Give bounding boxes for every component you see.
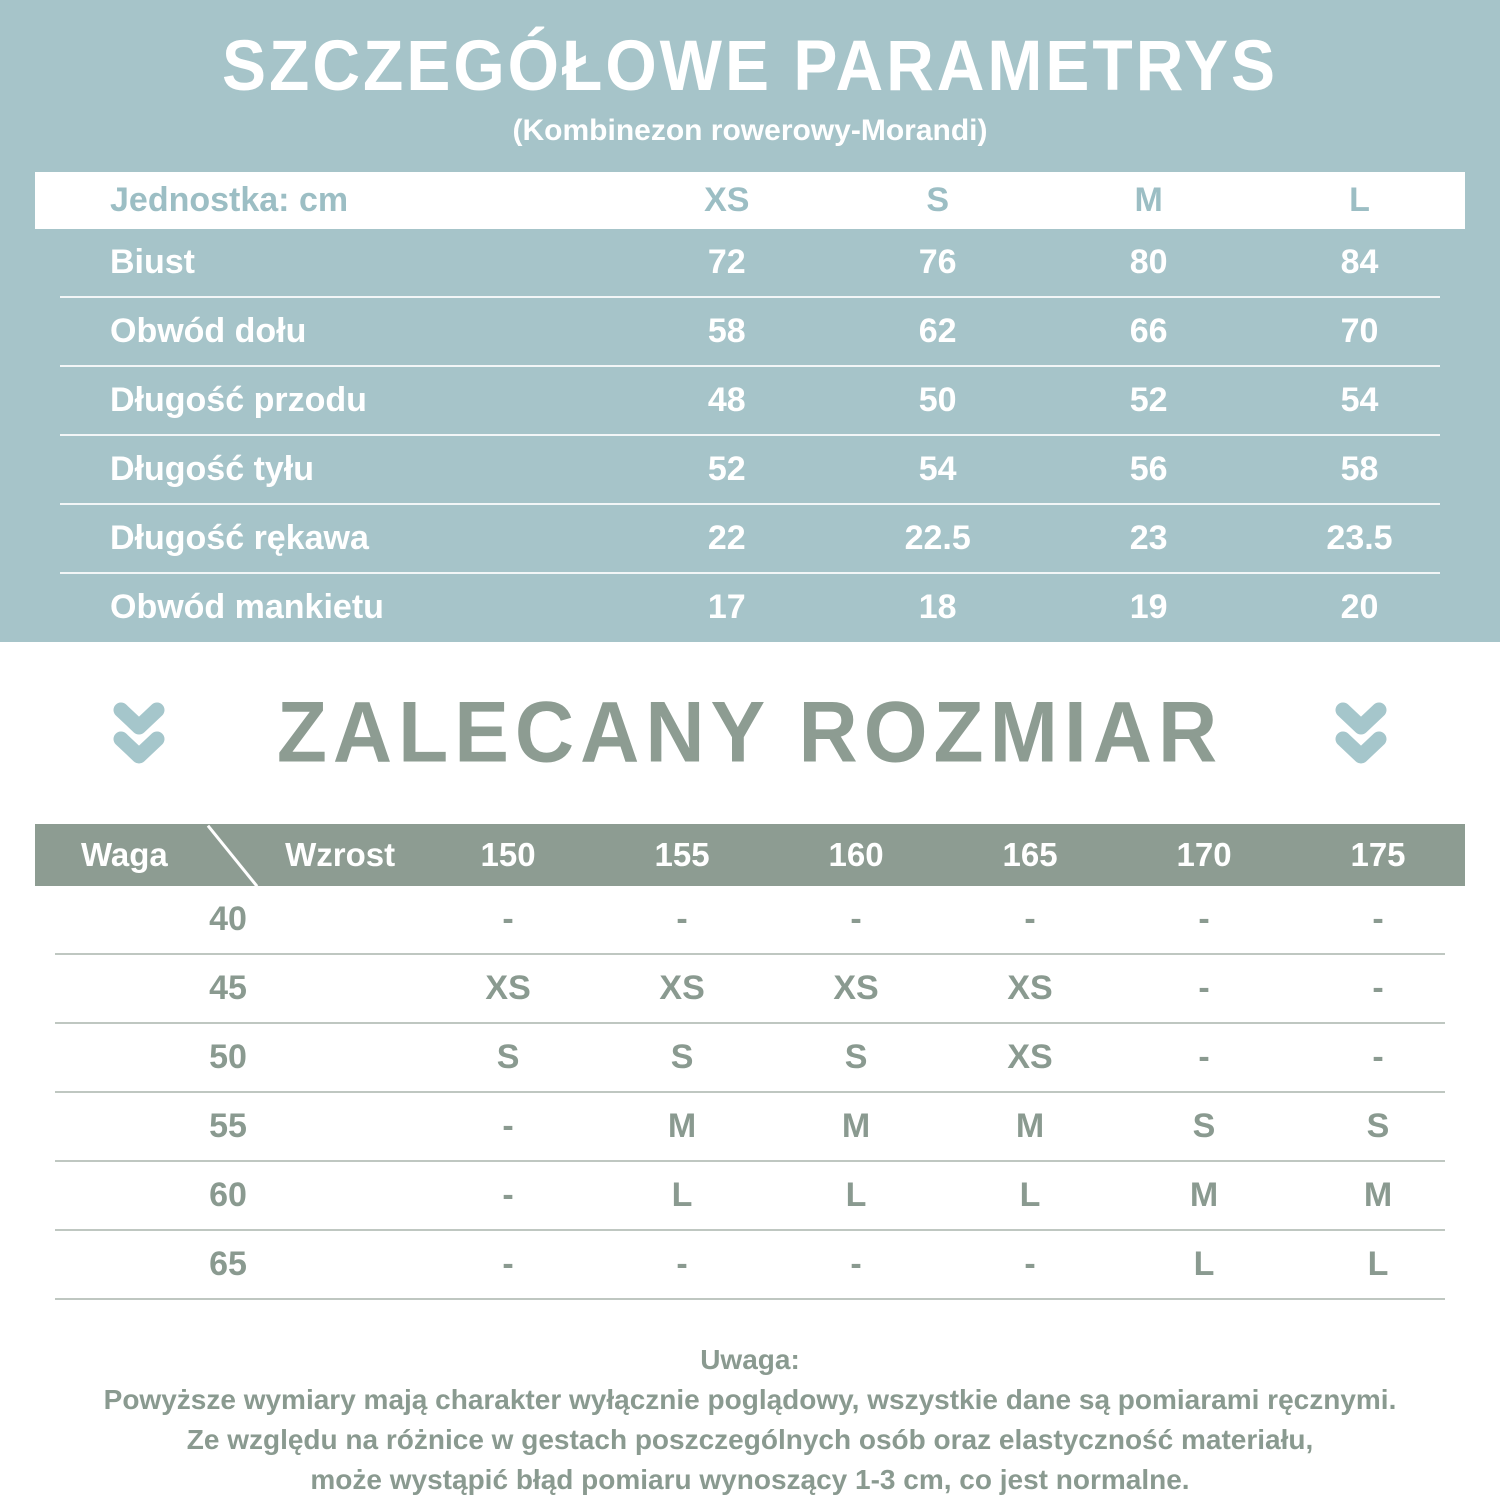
size-cell: XS [659, 969, 705, 1007]
size-cell: - [502, 1245, 514, 1283]
recommended-size-header [0, 642, 1500, 824]
param-value: 48 [707, 381, 746, 419]
size-cell: XS [1007, 1038, 1053, 1076]
diagonal-divider [207, 825, 258, 886]
param-value: 58 [707, 312, 746, 350]
param-value: 17 [707, 588, 746, 626]
chevron-down-icon [1334, 701, 1388, 765]
weight-value: 60 [209, 1176, 247, 1214]
param-row [35, 436, 1465, 503]
recommended-size-title: ZALECANY ROZMIAR [276, 684, 1224, 781]
param-value: 58 [1340, 450, 1379, 488]
size-cell: - [1198, 1038, 1210, 1076]
size-cell: L [1193, 1245, 1215, 1283]
size-matrix-row [35, 1162, 1465, 1229]
param-value: 84 [1340, 243, 1379, 281]
param-value: 18 [918, 588, 957, 626]
product-name-subtitle: (Kombinezon rowerowy-Morandi) [512, 114, 988, 147]
size-matrix-row [35, 955, 1465, 1022]
unit-label: Jednostka: cm [110, 181, 349, 219]
weight-value: 55 [209, 1107, 247, 1145]
size-cell: - [1024, 900, 1036, 938]
weight-height-header-cell [35, 824, 421, 886]
size-matrix-row [35, 886, 1465, 953]
param-value: 23.5 [1326, 519, 1393, 557]
param-row [35, 505, 1465, 572]
param-row [35, 229, 1465, 296]
size-cell: - [1372, 1038, 1384, 1076]
detailed-parameters-section [0, 0, 1500, 642]
size-cell: L [845, 1176, 867, 1214]
size-cell: L [1367, 1245, 1389, 1283]
param-value: 22.5 [904, 519, 971, 557]
param-value: 52 [1129, 381, 1168, 419]
param-label: Długość rękawa [110, 519, 369, 557]
size-cell: XS [1007, 969, 1053, 1007]
size-cell: - [1198, 969, 1210, 1007]
param-value: 22 [707, 519, 746, 557]
size-cell: - [1198, 900, 1210, 938]
height-column-header: 160 [828, 836, 884, 873]
param-value: 56 [1129, 450, 1168, 488]
size-cell: L [671, 1176, 693, 1214]
size-cell: S [844, 1038, 868, 1076]
weight-value: 65 [209, 1245, 247, 1283]
size-cell: - [1372, 969, 1384, 1007]
param-label: Biust [110, 243, 195, 281]
size-cell: S [1192, 1107, 1216, 1145]
size-cell: - [850, 900, 862, 938]
size-cell: M [841, 1107, 871, 1145]
param-value: 70 [1340, 312, 1379, 350]
size-cell: XS [485, 969, 531, 1007]
weight-value: 50 [209, 1038, 247, 1076]
size-cell: - [1372, 900, 1384, 938]
param-value: 66 [1129, 312, 1168, 350]
note-line: Powyższe wymiary mają charakter wyłącznie poglądowy, wszystkie dane są pomiarami ręcznymi. [103, 1384, 1397, 1415]
note-title: Uwaga: [700, 1344, 800, 1375]
weight-value: 45 [209, 969, 247, 1007]
param-label: Długość tyłu [110, 450, 315, 488]
size-cell: - [676, 1245, 688, 1283]
param-label: Długość przodu [110, 381, 367, 419]
weight-label: Waga [81, 836, 168, 873]
size-cell: - [850, 1245, 862, 1283]
param-label: Obwód dołu [110, 312, 307, 350]
param-value: 62 [918, 312, 957, 350]
size-cell: M [1015, 1107, 1045, 1145]
param-row [35, 574, 1465, 641]
param-label: Obwód mankietu [110, 588, 384, 626]
size-cell: M [667, 1107, 697, 1145]
param-table-header-row [35, 172, 1465, 229]
section-title: SZCZEGÓŁOWE PARAMETRYS [222, 25, 1278, 105]
param-row [35, 367, 1465, 434]
size-cell: XS [833, 969, 879, 1007]
chevron-down-icon [112, 701, 166, 765]
size-cell: M [1363, 1176, 1393, 1214]
param-value: 52 [707, 450, 746, 488]
row-divider [55, 1298, 1445, 1300]
size-cell: - [676, 900, 688, 938]
param-value: 54 [918, 450, 957, 488]
size-matrix-row [35, 1231, 1465, 1298]
param-value: 20 [1340, 588, 1379, 626]
height-column-header: 165 [1002, 836, 1058, 873]
size-cell: - [1024, 1245, 1036, 1283]
size-cell: - [502, 1107, 514, 1145]
size-matrix-row [35, 1024, 1465, 1091]
size-cell: S [1366, 1107, 1390, 1145]
param-value: 80 [1129, 243, 1168, 281]
size-cell: S [670, 1038, 694, 1076]
param-value: 54 [1340, 381, 1379, 419]
size-column-header: M [1134, 181, 1163, 219]
size-column-header: XS [704, 181, 750, 219]
height-label: Wzrost [285, 836, 396, 873]
note-line: Ze względu na różnice w gestach poszczególnych osób oraz elastyczność materiału, [186, 1424, 1314, 1455]
size-column-header: L [1349, 181, 1370, 219]
param-value: 72 [707, 243, 746, 281]
param-value: 50 [918, 381, 957, 419]
size-cell: L [1019, 1176, 1041, 1214]
height-column-header: 170 [1176, 836, 1232, 873]
note-line: może wystąpić błąd pomiaru wynoszący 1-3 cm, co jest normalne. [310, 1464, 1190, 1495]
param-row [35, 298, 1465, 365]
param-value: 76 [918, 243, 957, 281]
weight-value: 40 [209, 900, 247, 938]
size-matrix-header-row [35, 824, 1465, 886]
height-column-header: 155 [654, 836, 710, 873]
param-value: 19 [1129, 588, 1168, 626]
size-cell: - [502, 1176, 514, 1214]
size-cell: S [496, 1038, 520, 1076]
size-matrix-row [35, 1093, 1465, 1160]
param-value: 23 [1129, 519, 1168, 557]
height-column-header: 150 [480, 836, 536, 873]
size-column-header: S [926, 181, 950, 219]
height-column-header: 175 [1350, 836, 1406, 873]
note-section [0, 1340, 1500, 1500]
size-cell: M [1189, 1176, 1219, 1214]
size-cell: - [502, 900, 514, 938]
